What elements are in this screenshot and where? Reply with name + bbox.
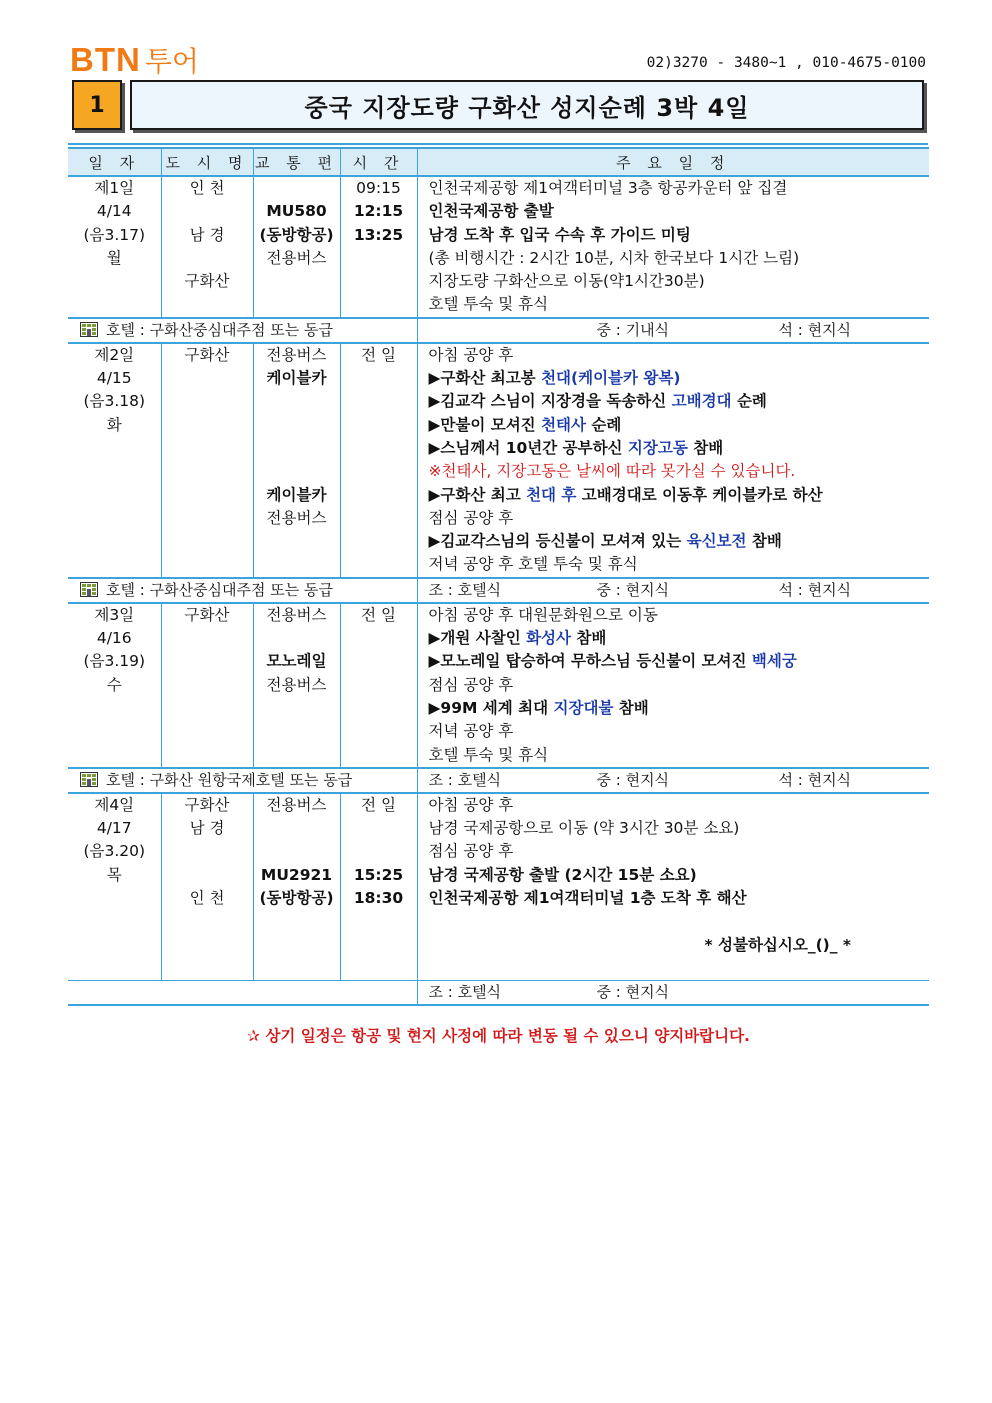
city-name	[162, 367, 253, 390]
transport-name	[254, 840, 340, 863]
day-date-line: 4/17	[96, 819, 132, 838]
hotel-name: 호텔 : 구화산중심대주점 또는 동급	[106, 580, 333, 599]
schedule-time: 09:15	[356, 179, 401, 197]
day-date-cell	[68, 793, 161, 981]
transport-name	[254, 390, 340, 413]
schedule-text: 천대 후	[526, 485, 577, 504]
day-city-cell	[161, 793, 253, 981]
schedule-line	[418, 344, 930, 367]
schedule-time	[341, 553, 417, 576]
schedule-text: 참배	[687, 438, 724, 457]
transport-name: 전용버스	[266, 795, 327, 814]
schedule-line	[418, 744, 930, 767]
schedule-text: 화성사	[526, 629, 571, 648]
schedule-line	[418, 697, 930, 720]
schedule-line	[418, 910, 930, 933]
day-transport-cell	[253, 176, 340, 318]
city-name	[162, 390, 253, 413]
schedule-text: ▶만불이 모셔진	[428, 415, 542, 434]
logo-btn-text: BTN	[70, 41, 141, 78]
city-name	[162, 840, 253, 863]
city-name	[162, 414, 253, 437]
transport-name	[254, 697, 340, 720]
schedule-line	[418, 390, 930, 413]
schedule-time: 15:25	[353, 865, 404, 884]
schedule-line	[418, 720, 930, 743]
company-logo	[70, 40, 199, 76]
schedule-text: ※천태사, 지장고동은 날씨에 따라 못가실 수 있습니다.	[428, 462, 796, 481]
transport-name: MU2921	[260, 865, 333, 884]
transport-name: (동방항공)	[259, 889, 334, 908]
schedule-text: 참배	[746, 532, 782, 551]
schedule-text: 남경 국제공항으로 이동 (약 3시간 30분 소요)	[428, 819, 740, 838]
meal-info-cell	[417, 578, 929, 603]
day-date-line: 제2일	[94, 345, 135, 364]
meal-info-cell	[417, 318, 929, 343]
hotel-meal-row	[68, 981, 929, 1006]
transport-name	[254, 744, 340, 767]
transport-name: 모노레일	[266, 652, 327, 671]
schedule-text: 지장도량 구화산으로 이동(약1시간30분)	[428, 272, 705, 291]
schedule-line	[418, 650, 930, 673]
schedule-line	[418, 817, 930, 840]
schedule-text: ▶모노레일 탑승하여 무하스님 등신불이 모셔진	[428, 652, 752, 671]
schedule-time	[341, 460, 417, 483]
schedule-time	[341, 530, 417, 553]
schedule-line	[418, 530, 930, 553]
hotel-name: 호텔 : 구화산중심대주점 또는 동급	[106, 320, 333, 339]
schedule-text: * 성불하십시오_()_ *	[704, 935, 851, 954]
logo-tour-text: 투어	[144, 45, 199, 78]
schedule-time: 12:15	[353, 202, 404, 221]
transport-name	[254, 627, 340, 650]
schedule-line	[418, 367, 930, 390]
transport-name	[254, 553, 340, 576]
schedule-time	[341, 910, 417, 933]
schedule-text: 백세궁	[751, 652, 797, 671]
schedule-line	[418, 200, 930, 223]
day-transport-cell	[253, 343, 340, 578]
day-date-line: 수	[106, 675, 122, 694]
schedule-line	[418, 957, 930, 980]
column-header-transport: 교 통 편	[253, 148, 340, 176]
schedule-text: 참배	[613, 698, 649, 717]
transport-name	[254, 414, 340, 437]
day-date-line: 제3일	[94, 605, 135, 624]
schedule-line	[418, 224, 930, 247]
city-name: 구화산	[184, 795, 230, 814]
day-date-cell	[68, 176, 161, 318]
schedule-line	[418, 437, 930, 460]
transport-name	[254, 270, 340, 293]
day-schedule-cell	[417, 793, 929, 981]
city-name: 구화산	[184, 345, 230, 364]
transport-name: 전용버스	[266, 345, 327, 364]
schedule-time	[341, 367, 417, 390]
city-name: 구화산	[184, 272, 230, 291]
day-date-line: 제4일	[94, 795, 135, 814]
schedule-text: 점심 공양 후	[428, 508, 514, 527]
schedule-text: 점심 공양 후	[428, 842, 514, 861]
schedule-line	[418, 460, 930, 483]
city-name: 남 경	[189, 819, 225, 838]
day-date-line: (음3.19)	[83, 652, 146, 671]
meal-text: 석 : 현지식	[778, 770, 852, 789]
city-name	[162, 957, 253, 980]
schedule-line	[418, 627, 930, 650]
schedule-line	[418, 604, 930, 627]
hotel-info-cell	[68, 318, 417, 343]
day-time-cell	[340, 343, 417, 578]
schedule-text: (총 비행시간 : 2시간 10분, 시차 한국보다 1시간 느림)	[428, 248, 800, 267]
meal-text: 석 : 현지식	[778, 580, 852, 599]
schedule-line	[418, 887, 930, 910]
table-header-row	[68, 148, 929, 176]
schedule-time	[341, 817, 417, 840]
city-name	[162, 484, 253, 507]
schedule-time	[341, 650, 417, 673]
schedule-line	[418, 840, 930, 863]
schedule-text: 호텔 투숙 및 휴식	[428, 745, 549, 764]
schedule-text: 육신보전	[686, 532, 747, 551]
schedule-time	[341, 293, 417, 316]
city-name	[162, 627, 253, 650]
city-name	[162, 530, 253, 553]
schedule-text: 인천국제공항 제1여객터미널 3층 항공카운터 앞 집결	[428, 179, 788, 197]
transport-name	[254, 817, 340, 840]
schedule-text: 지장대불	[553, 698, 614, 717]
hotel-meal-row	[68, 318, 929, 343]
day-date-cell	[68, 603, 161, 768]
meal-text: 조 : 호텔식	[428, 770, 502, 789]
meal-text: 중 : 현지식	[596, 770, 670, 789]
schedule-time	[341, 840, 417, 863]
schedule-text: ▶99M 세계 최대	[428, 698, 554, 717]
city-name	[162, 437, 253, 460]
column-header-time: 시 간	[340, 148, 417, 176]
transport-name	[254, 957, 340, 980]
transport-name	[254, 177, 340, 200]
footer-note	[68, 1024, 929, 1046]
schedule-text: 남경 국제공항 출발 (2시간 15분 소요)	[428, 865, 697, 884]
day-transport-cell	[253, 603, 340, 768]
day-date-line: 화	[106, 415, 122, 434]
schedule-text: 아침 공양 후	[428, 795, 514, 814]
meal-text: 중 : 기내식	[596, 320, 670, 339]
meal-info-cell	[417, 768, 929, 793]
day-row	[68, 603, 929, 768]
hotel-building-icon	[80, 772, 98, 787]
schedule-text: 천대(케이블카 왕복)	[541, 369, 681, 388]
day-date-line: 월	[106, 248, 122, 267]
city-name	[162, 460, 253, 483]
day-date-line: 제1일	[94, 179, 135, 197]
day-date-line: 4/15	[96, 369, 132, 388]
schedule-time	[341, 934, 417, 957]
city-name	[162, 507, 253, 530]
schedule-text: 점심 공양 후	[428, 675, 514, 694]
day-row	[68, 343, 929, 578]
contact-phone: 02)3270 - 3480~1 , 010-4675-0100	[646, 55, 926, 71]
city-name: 인 천	[189, 179, 225, 197]
day-city-cell	[161, 176, 253, 318]
transport-name: 케이블카	[266, 369, 327, 388]
itinerary-number-badge: 1	[72, 80, 122, 130]
city-name	[162, 910, 253, 933]
city-name	[162, 720, 253, 743]
transport-name	[254, 437, 340, 460]
schedule-time	[341, 247, 417, 270]
transport-name: 전용버스	[266, 508, 327, 527]
schedule-text: 아침 공양 후	[428, 345, 514, 364]
schedule-line	[418, 270, 930, 293]
transport-name: 전용버스	[266, 248, 327, 267]
schedule-time: 전 일	[361, 345, 396, 364]
schedule-time	[341, 674, 417, 697]
schedule-line	[418, 247, 930, 270]
schedule-text: 인천국제공항 출발	[428, 202, 554, 221]
schedule-text: 지장고동	[627, 438, 688, 457]
day-transport-cell	[253, 793, 340, 981]
day-time-cell	[340, 603, 417, 768]
transport-name	[254, 460, 340, 483]
day-date-line: 4/14	[96, 202, 132, 221]
schedule-text: ▶김교각스님의 등신불이 모셔져 있는	[428, 532, 687, 551]
city-name	[162, 934, 253, 957]
schedule-text: 인천국제공항 제1여객터미널 1층 도착 후 해산	[428, 889, 747, 908]
itinerary-table	[68, 147, 929, 1006]
day-date-line: (음3.20)	[83, 842, 146, 861]
schedule-text: 남경 도착 후 입국 수속 후 가이드 미팅	[428, 225, 691, 244]
schedule-time	[341, 720, 417, 743]
day-time-cell	[340, 176, 417, 318]
schedule-text: ▶구화산 최고	[428, 485, 527, 504]
schedule-text: 순례	[585, 415, 622, 434]
schedule-text: ▶스님께서 10년간 공부하신	[428, 438, 628, 457]
schedule-time	[341, 414, 417, 437]
schedule-text: 참배	[571, 629, 607, 648]
meal-text: 조 : 호텔식	[428, 580, 502, 599]
city-name: 인 천	[189, 889, 225, 908]
hotel-building-icon	[80, 322, 98, 337]
schedule-line	[418, 177, 930, 200]
transport-name	[254, 293, 340, 316]
hotel-meal-row	[68, 768, 929, 793]
schedule-time	[341, 484, 417, 507]
schedule-time	[341, 957, 417, 980]
day-date-line: (음3.18)	[83, 392, 146, 411]
transport-name	[254, 934, 340, 957]
transport-name: 전용버스	[266, 605, 327, 624]
meal-text: 조 : 호텔식	[428, 983, 502, 1002]
city-name	[162, 650, 253, 673]
schedule-time	[341, 507, 417, 530]
meal-text: 중 : 현지식	[596, 983, 670, 1002]
transport-name: (동방항공)	[259, 225, 334, 244]
day-date-cell	[68, 343, 161, 578]
schedule-time	[341, 627, 417, 650]
day-city-cell	[161, 603, 253, 768]
day-schedule-cell	[417, 343, 929, 578]
day-city-cell	[161, 343, 253, 578]
schedule-time: 13:25	[353, 225, 404, 244]
column-header-date: 일 자	[68, 148, 161, 176]
meal-text: 석 : 현지식	[778, 320, 852, 339]
header-divider	[68, 143, 928, 145]
schedule-time: 전 일	[361, 605, 396, 624]
city-name	[162, 200, 253, 223]
schedule-time: 전 일	[361, 795, 396, 814]
schedule-line	[418, 674, 930, 697]
day-date-line: 목	[106, 865, 122, 884]
transport-name	[254, 530, 340, 553]
column-header-schedule: 주 요 일 정	[417, 148, 929, 176]
hotel-building-icon	[80, 582, 98, 597]
schedule-text: 호텔 투숙 및 휴식	[428, 295, 549, 314]
transport-name	[254, 720, 340, 743]
schedule-text: ▶개원 사찰인	[428, 629, 527, 648]
schedule-line	[418, 794, 930, 817]
city-name	[162, 864, 253, 887]
hotel-info-cell	[68, 981, 417, 1006]
schedule-text: ▶김교각 스님이 지장경을 독송하신	[428, 392, 672, 411]
schedule-line	[418, 934, 930, 957]
schedule-text: 아침 공양 후 대원문화원으로 이동	[428, 605, 658, 624]
footer-note-text: 상기 일정은 항공 및 현지 사정에 따라 변동 될 수 있으니 양지바랍니다.	[265, 1027, 750, 1045]
schedule-line	[418, 553, 930, 576]
schedule-line	[418, 507, 930, 530]
schedule-time	[341, 437, 417, 460]
city-name	[162, 247, 253, 270]
schedule-text: 저녁 공양 후	[428, 722, 514, 741]
city-name: 구화산	[184, 605, 230, 624]
star-icon: ✰	[247, 1027, 261, 1045]
hotel-meal-row	[68, 578, 929, 603]
city-name	[162, 744, 253, 767]
schedule-line	[418, 864, 930, 887]
schedule-line	[418, 293, 930, 316]
day-date-line: (음3.17)	[83, 225, 146, 244]
city-name: 남 경	[189, 225, 225, 244]
day-time-cell	[340, 793, 417, 981]
hotel-info-cell	[68, 578, 417, 603]
city-name	[162, 697, 253, 720]
transport-name	[254, 910, 340, 933]
page-title: 중국 지장도량 구화산 성지순례 3박 4일	[130, 80, 924, 130]
schedule-text: 고배경대로 이동후 케이블카로 하산	[576, 485, 823, 504]
transport-name: 케이블카	[266, 485, 327, 504]
schedule-text: ▶구화산 최고봉	[428, 369, 542, 388]
hotel-info-cell	[68, 768, 417, 793]
day-schedule-cell	[417, 603, 929, 768]
transport-name: 전용버스	[266, 675, 327, 694]
schedule-time: 18:30	[353, 889, 404, 908]
meal-text: 중 : 현지식	[596, 580, 670, 599]
city-name	[162, 674, 253, 697]
city-name	[162, 553, 253, 576]
schedule-time	[341, 697, 417, 720]
hotel-name: 호텔 : 구화산 원항국제호텔 또는 동급	[106, 770, 353, 789]
schedule-text: 순례	[731, 392, 767, 411]
day-date-line: 4/16	[96, 629, 132, 648]
city-name	[162, 293, 253, 316]
day-row	[68, 176, 929, 318]
transport-name: MU580	[266, 202, 327, 221]
schedule-text: 천태사	[541, 415, 586, 434]
meal-info-cell	[417, 981, 929, 1006]
schedule-time	[341, 270, 417, 293]
day-schedule-cell	[417, 176, 929, 318]
schedule-text: 저녁 공양 후 호텔 투숙 및 휴식	[428, 555, 638, 574]
schedule-line	[418, 414, 930, 437]
column-header-city: 도 시 명	[161, 148, 253, 176]
schedule-time	[341, 390, 417, 413]
schedule-time	[341, 744, 417, 767]
schedule-line	[418, 484, 930, 507]
day-row	[68, 793, 929, 981]
schedule-text: 고배경대	[671, 392, 732, 411]
